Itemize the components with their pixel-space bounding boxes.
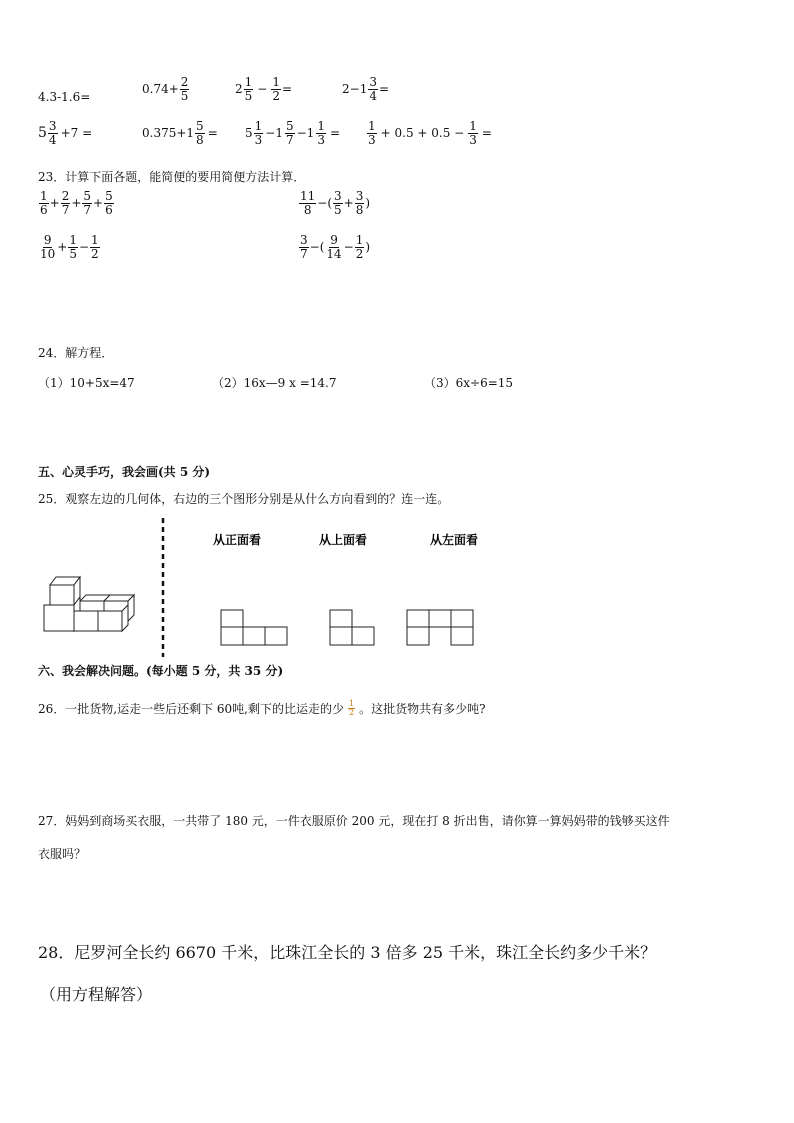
fraction: $\frac{1}{3}$ — [254, 119, 263, 147]
q23-expr-3: $\frac{11}{8}$ −( $\frac{3}{5}$ + $\frac{3}{8}$ ) — [300, 189, 371, 217]
q24-eq-1: （1）10+5x=47 — [38, 376, 135, 390]
oral-calc-6: 0.375+1 $\frac{5}{8}$ = — [142, 119, 218, 147]
oral-calc-5: 5 $\frac{3}{4}$ +7 = — [38, 119, 93, 147]
q23-expr-1: $\frac{1}{6}$ + $\frac{2}{7}$ + $\frac{5}{7}$ + $\frac{5}{6}$ — [40, 189, 113, 217]
oral-calc-8: $\frac{1}{3}$ + 0.5 + 0.5 − $\frac{1}{3}$ = — [368, 119, 492, 147]
q24-eq-3: （3）6x÷6=15 — [424, 376, 514, 390]
oral-calc-4: 2−1 $\frac{3}{4}$ = — [342, 75, 390, 103]
section-6-title: 六、我会解决问题。(每小题 5 分，共 35 分) — [38, 664, 284, 678]
oral-calc-3: 2 $\frac{1}{5}$ − $\frac{1}{2}$ = — [235, 75, 293, 103]
view-label-left: 从左面看 — [430, 533, 479, 547]
q27-line-1: 27．妈妈到商场买衣服，一共带了 180 元，一件衣服原价 200 元，现在打 8 折出售，请你算一算妈妈带的钱够买这件 — [38, 814, 670, 828]
fraction: $\frac{2}{5}$ — [180, 75, 189, 103]
fraction: $\frac{1}{3}$ — [469, 119, 477, 147]
q23-expr-4: $\frac{3}{7}$ −( $\frac{9}{14}$ − $\frac{1}{2}$ ) — [300, 233, 371, 261]
oral-calc-1: 4.3-1.6= — [38, 90, 91, 104]
view-label-top: 从上面看 — [319, 533, 368, 547]
q24-title: 24．解方程． — [38, 346, 114, 360]
view-shape-2 — [330, 610, 374, 645]
view-shape-3 — [407, 610, 473, 645]
view-label-front: 从正面看 — [213, 533, 262, 547]
solid-cubes — [44, 577, 134, 631]
q23-title: 23．计算下面各题，能简便的要用简便方法计算． — [38, 170, 306, 184]
q24-eq-2: （2）16x—9 x =14.7 — [212, 376, 337, 390]
q26-text: 26．一批货物,运走一些后还剩下 60吨,剩下的比运走的少 $\frac{1}{2}$ 。这批货物共有多少吨? — [38, 699, 486, 718]
q25-text: 25．观察左边的几何体，右边的三个图形分别是从什么方向看到的？连一连。 — [38, 492, 450, 506]
q25-figure — [30, 515, 510, 660]
oral-calc-2: 0.74+ $\frac{2}{5}$ — [142, 75, 189, 103]
q27-line-2: 衣服吗？ — [38, 847, 87, 861]
fraction: $\frac{1}{3}$ — [368, 119, 376, 147]
q28-line-2: （用方程解答） — [40, 985, 153, 1004]
section-5-title: 五、心灵手巧，我会画(共 5 分) — [38, 465, 211, 479]
fraction: $\frac{5}{7}$ — [285, 119, 294, 147]
fraction: $\frac{1}{5}$ — [244, 75, 253, 103]
cube-face — [98, 611, 122, 631]
fraction: $\frac{5}{8}$ — [196, 119, 204, 147]
oral-calc-7: 5 $\frac{1}{3}$ −1 $\frac{5}{7}$ −1 $\frac{1}{3}$ = — [245, 119, 341, 147]
fraction: $\frac{1}{2}$ — [349, 699, 355, 718]
cube-face — [50, 585, 74, 605]
q23-expr-2: $\frac{9}{10}$ + $\frac{1}{5}$ − $\frac{1}{2}$ — [40, 233, 99, 261]
q28-line-1: 28．尼罗河全长约 6670 千米，比珠江全长的 3 倍多 25 千米，珠江全长约多少千米？ — [38, 943, 657, 962]
view-shape-1 — [221, 610, 287, 645]
fraction: $\frac{1}{2}$ — [272, 75, 280, 103]
fraction: $\frac{3}{4}$ — [48, 119, 57, 147]
fraction: $\frac{1}{3}$ — [317, 119, 325, 147]
cube-face — [74, 611, 98, 631]
fraction: $\frac{3}{4}$ — [369, 75, 377, 103]
cube-face — [44, 605, 74, 631]
